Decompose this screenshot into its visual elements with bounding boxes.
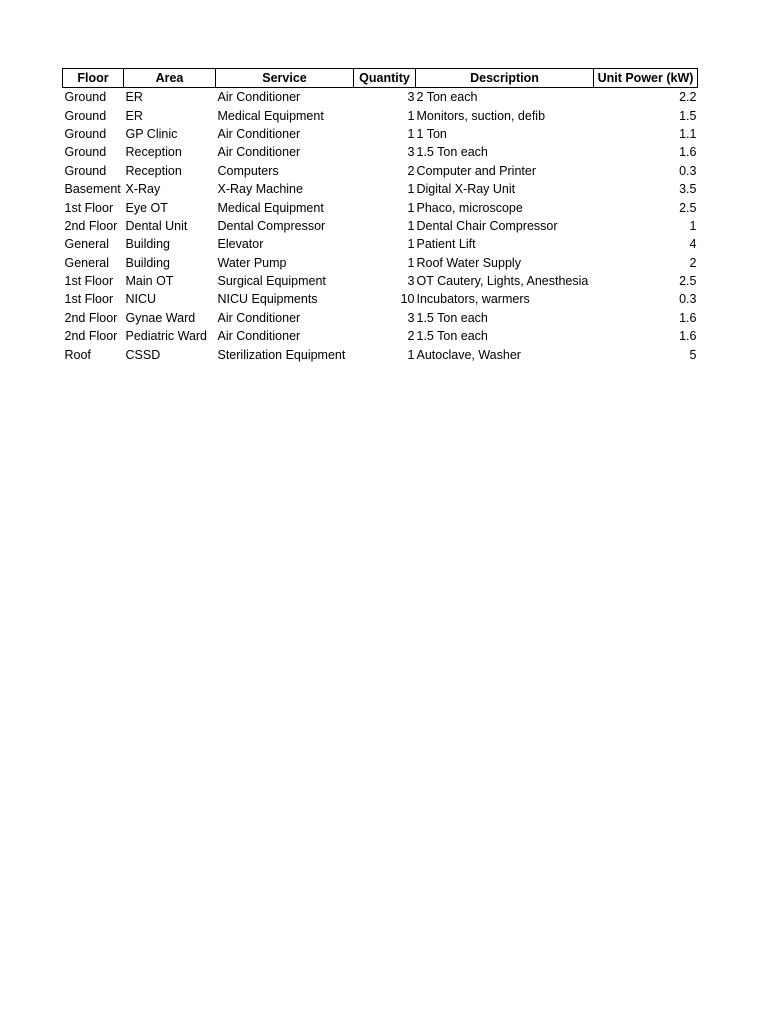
cell-floor: Ground bbox=[64, 163, 107, 178]
cell-service: Air Conditioner bbox=[217, 126, 301, 141]
header-area: Area bbox=[124, 69, 216, 88]
cell-floor: General bbox=[64, 255, 109, 270]
cell-quantity: 3 bbox=[407, 145, 415, 160]
cell-description: Digital X-Ray Unit bbox=[416, 182, 516, 197]
cell-description: Incubators, warmers bbox=[416, 292, 530, 307]
cell-quantity: 1 bbox=[407, 126, 415, 141]
cell-description: Monitors, suction, defib bbox=[416, 108, 546, 123]
cell-unit-power: 1.6 bbox=[679, 145, 697, 160]
cell-floor: Roof bbox=[64, 347, 91, 362]
cell-floor: 1st Floor bbox=[64, 274, 114, 289]
cell-area: Reception bbox=[125, 145, 182, 160]
table-row bbox=[63, 180, 698, 198]
header-floor: Floor bbox=[63, 69, 124, 88]
cell-area: Eye OT bbox=[125, 200, 168, 215]
cell-description: 2 Ton each bbox=[416, 90, 478, 105]
cell-unit-power: 1.1 bbox=[679, 126, 697, 141]
cell-description: 1.5 Ton each bbox=[416, 310, 488, 325]
cell-service: Computers bbox=[217, 163, 279, 178]
table-row bbox=[63, 272, 698, 290]
cell-unit-power: 2.5 bbox=[679, 200, 697, 215]
cell-service: Water Pump bbox=[217, 255, 287, 270]
cell-unit-power: 4 bbox=[689, 237, 697, 252]
cell-description: Computer and Printer bbox=[416, 163, 537, 178]
cell-unit-power: 2.2 bbox=[679, 90, 697, 105]
cell-service: Air Conditioner bbox=[217, 310, 301, 325]
cell-floor: 2nd Floor bbox=[64, 218, 118, 233]
cell-quantity: 3 bbox=[407, 274, 415, 289]
cell-description: Roof Water Supply bbox=[416, 255, 521, 270]
cell-unit-power: 0.3 bbox=[679, 292, 697, 307]
table-row bbox=[63, 106, 698, 124]
cell-area: Dental Unit bbox=[125, 218, 188, 233]
cell-quantity: 1 bbox=[407, 218, 415, 233]
cell-floor: 1st Floor bbox=[64, 292, 114, 307]
cell-quantity: 1 bbox=[407, 237, 415, 252]
cell-floor: 2nd Floor bbox=[64, 329, 118, 344]
cell-area: Building bbox=[125, 237, 170, 252]
table-row bbox=[63, 143, 698, 161]
cell-quantity: 3 bbox=[407, 90, 415, 105]
cell-service: NICU Equipments bbox=[217, 292, 318, 307]
table-header-row bbox=[63, 69, 698, 88]
cell-service: Air Conditioner bbox=[217, 329, 301, 344]
table-row bbox=[63, 235, 698, 253]
table-row bbox=[63, 254, 698, 272]
cell-floor: Ground bbox=[64, 90, 107, 105]
cell-area: GP Clinic bbox=[125, 126, 178, 141]
cell-description: 1 Ton bbox=[416, 126, 447, 141]
cell-unit-power: 0.3 bbox=[679, 163, 697, 178]
cell-quantity: 2 bbox=[407, 329, 415, 344]
cell-floor: Ground bbox=[64, 145, 107, 160]
cell-quantity: 1 bbox=[407, 200, 415, 215]
cell-service: Medical Equipment bbox=[217, 200, 324, 215]
cell-description: 1.5 Ton each bbox=[416, 145, 488, 160]
cell-unit-power: 1.5 bbox=[679, 108, 697, 123]
cell-service: Medical Equipment bbox=[217, 108, 324, 123]
table-body bbox=[63, 88, 698, 364]
cell-quantity: 1 bbox=[407, 182, 415, 197]
cell-service: Elevator bbox=[217, 237, 264, 252]
cell-quantity: 1 bbox=[407, 347, 415, 362]
cell-area: NICU bbox=[125, 292, 157, 307]
cell-unit-power: 5 bbox=[689, 347, 697, 362]
cell-service: Dental Compressor bbox=[217, 218, 326, 233]
cell-description: 1.5 Ton each bbox=[416, 329, 488, 344]
cell-unit-power: 2.5 bbox=[679, 274, 697, 289]
cell-unit-power: 1.6 bbox=[679, 310, 697, 325]
cell-service: X-Ray Machine bbox=[217, 182, 303, 197]
cell-floor: 1st Floor bbox=[64, 200, 114, 215]
header-quantity: Quantity bbox=[354, 69, 416, 88]
cell-area: ER bbox=[125, 108, 143, 123]
equipment-power-table bbox=[62, 68, 698, 364]
cell-area: X-Ray bbox=[125, 182, 161, 197]
cell-area: Main OT bbox=[125, 274, 174, 289]
cell-floor: 2nd Floor bbox=[64, 310, 118, 325]
cell-service: Sterilization Equipment bbox=[217, 347, 346, 362]
cell-area: Pediatric Ward bbox=[125, 329, 208, 344]
cell-unit-power: 1 bbox=[689, 218, 697, 233]
table-row bbox=[63, 88, 698, 107]
cell-service: Air Conditioner bbox=[217, 90, 301, 105]
cell-service: Air Conditioner bbox=[217, 145, 301, 160]
cell-description: Dental Chair Compressor bbox=[416, 218, 558, 233]
table-row bbox=[63, 162, 698, 180]
cell-unit-power: 3.5 bbox=[679, 182, 697, 197]
cell-quantity: 1 bbox=[407, 108, 415, 123]
cell-description: Patient Lift bbox=[416, 237, 476, 252]
table-row bbox=[63, 217, 698, 235]
cell-floor: Basement bbox=[64, 182, 121, 197]
cell-unit-power: 2 bbox=[689, 255, 697, 270]
cell-floor: General bbox=[64, 237, 109, 252]
cell-area: CSSD bbox=[125, 347, 161, 362]
table-row bbox=[63, 198, 698, 216]
equipment-power-table-container bbox=[62, 68, 698, 364]
header-service: Service bbox=[216, 69, 354, 88]
cell-quantity: 3 bbox=[407, 310, 415, 325]
cell-area: ER bbox=[125, 90, 143, 105]
header-unit-power: Unit Power (kW) bbox=[594, 69, 698, 88]
header-description: Description bbox=[416, 69, 594, 88]
cell-description: OT Cautery, Lights, Anesthesia bbox=[416, 274, 589, 289]
cell-description: Phaco, microscope bbox=[416, 200, 523, 215]
cell-quantity: 10 bbox=[400, 292, 415, 307]
cell-description: Autoclave, Washer bbox=[416, 347, 521, 362]
cell-quantity: 1 bbox=[407, 255, 415, 270]
cell-quantity: 2 bbox=[407, 163, 415, 178]
cell-unit-power: 1.6 bbox=[679, 329, 697, 344]
cell-service: Surgical Equipment bbox=[217, 274, 326, 289]
table-row bbox=[63, 327, 698, 345]
table-row bbox=[63, 125, 698, 143]
table-row bbox=[63, 309, 698, 327]
cell-area: Building bbox=[125, 255, 170, 270]
cell-floor: Ground bbox=[64, 126, 107, 141]
table-row bbox=[63, 345, 698, 363]
table-row bbox=[63, 290, 698, 308]
cell-area: Reception bbox=[125, 163, 182, 178]
cell-area: Gynae Ward bbox=[125, 310, 196, 325]
cell-floor: Ground bbox=[64, 108, 107, 123]
